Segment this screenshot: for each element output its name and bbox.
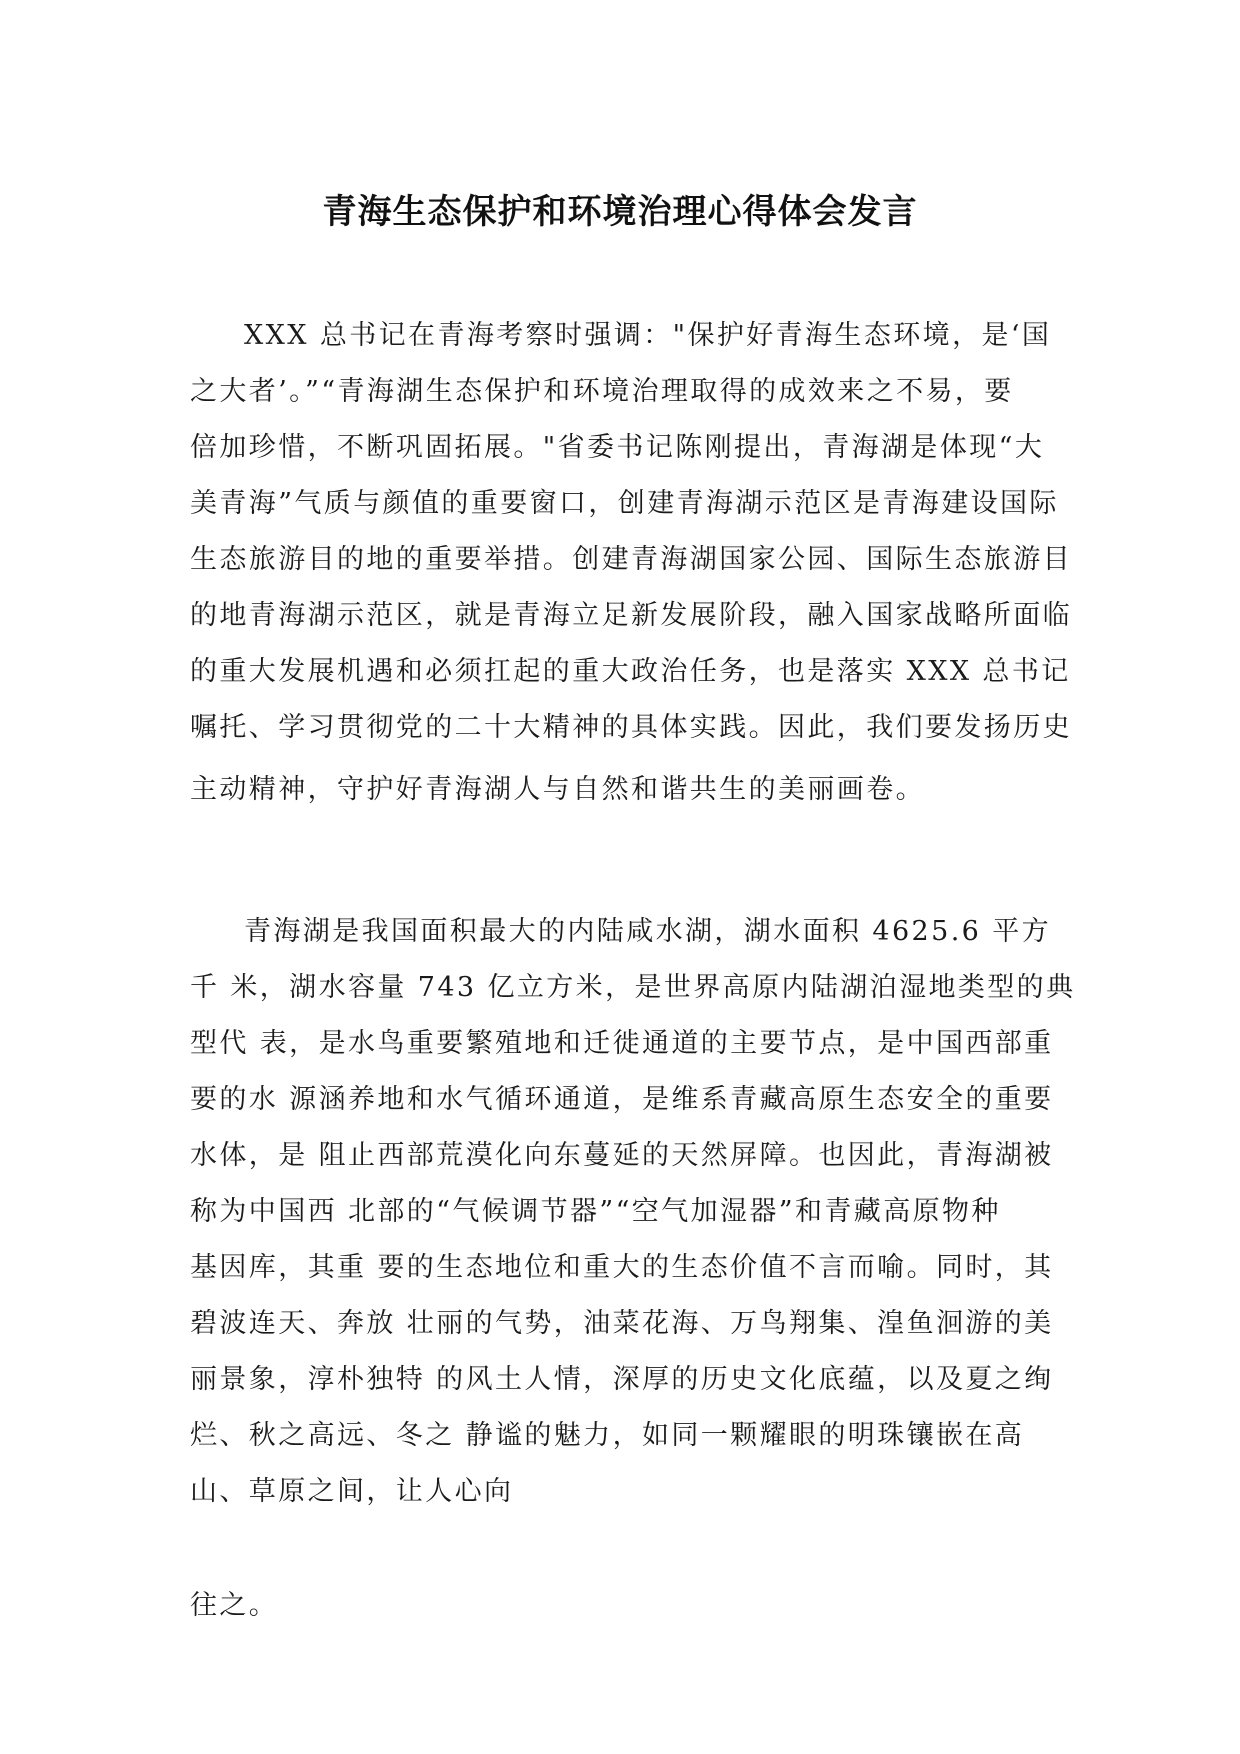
paragraph-line: 之大者’。”“青海湖生态保护和环境治理取得的成效来之不易，要 (190, 376, 1014, 407)
paragraph-line: 嘱托、学习贯彻党的二十大精神的具体实践。因此，我们要发扬历史 (190, 712, 1072, 743)
document-title: 青海生态保护和环境治理心得体会发言 (322, 192, 918, 232)
paragraph-line: 丽景象，淳朴独特 的风土人情，深厚的历史文化底蕴，以及夏之绚 (190, 1364, 1054, 1395)
paragraph-line: 美青海”气质与颜值的重要窗口，创建青海湖示范区是青海建设国际 (190, 488, 1059, 519)
paragraph-line: 千 米，湖水容量 743 亿立方米，是世界高原内陆湖泊湿地类型的典 (190, 972, 1076, 1003)
paragraph-1 (190, 308, 1072, 818)
paragraph-line: 的重大发展机遇和必须扛起的重大政治任务，也是落实 XXX 总书记 (190, 656, 1071, 687)
paragraph-line: 生态旅游目的地的重要举措。创建青海湖国家公园、国际生态旅游目 (190, 544, 1072, 575)
paragraph-line: 水体，是 阻止西部荒漠化向东蔓延的天然屏障。也因此，青海湖被 (190, 1140, 1054, 1171)
paragraph-line: 青海湖是我国面积最大的内陆咸水湖，湖水面积 4625.6 平方 (244, 916, 1052, 947)
paragraph-line: 主动精神，守护好青海湖人与自然和谐共生的美丽画卷。 (190, 774, 925, 805)
paragraph-line: 往之。 (190, 1590, 279, 1621)
paragraph-line: 碧波连天、奔放 壮丽的气势，油菜花海、万鸟翔集、湟鱼洄游的美 (190, 1308, 1054, 1339)
paragraph-line: 要的水 源涵养地和水气循环通道，是维系青藏高原生态安全的重要 (190, 1084, 1054, 1115)
paragraph-line: 烂、秋之高远、冬之 静谧的魅力，如同一颗耀眼的明珠镶嵌在高 (190, 1420, 1025, 1451)
paragraph-line: 倍加珍惜，不断巩固拓展。"省委书记陈刚提出，青海湖是体现“大 (190, 432, 1045, 463)
paragraph-line: 称为中国西 北部的“气候调节器”“空气加湿器”和青藏高原物种 (190, 1196, 1001, 1227)
paragraph-line: 基因库，其重 要的生态地位和重大的生态价值不言而喻。同时，其 (190, 1252, 1054, 1283)
paragraph-3 (190, 1578, 1060, 1634)
paragraph-line: 的地青海湖示范区，就是青海立足新发展阶段，融入国家战略所面临 (190, 600, 1072, 631)
paragraph-line: XXX 总书记在青海考察时强调："保护好青海生态环境，是‘国 (244, 320, 1052, 351)
paragraph-2 (190, 904, 1076, 1520)
paragraph-line: 山、草原之间，让人心向 (190, 1476, 514, 1507)
paragraph-line: 型代 表，是水鸟重要繁殖地和迁徙通道的主要节点，是中国西部重 (190, 1028, 1054, 1059)
